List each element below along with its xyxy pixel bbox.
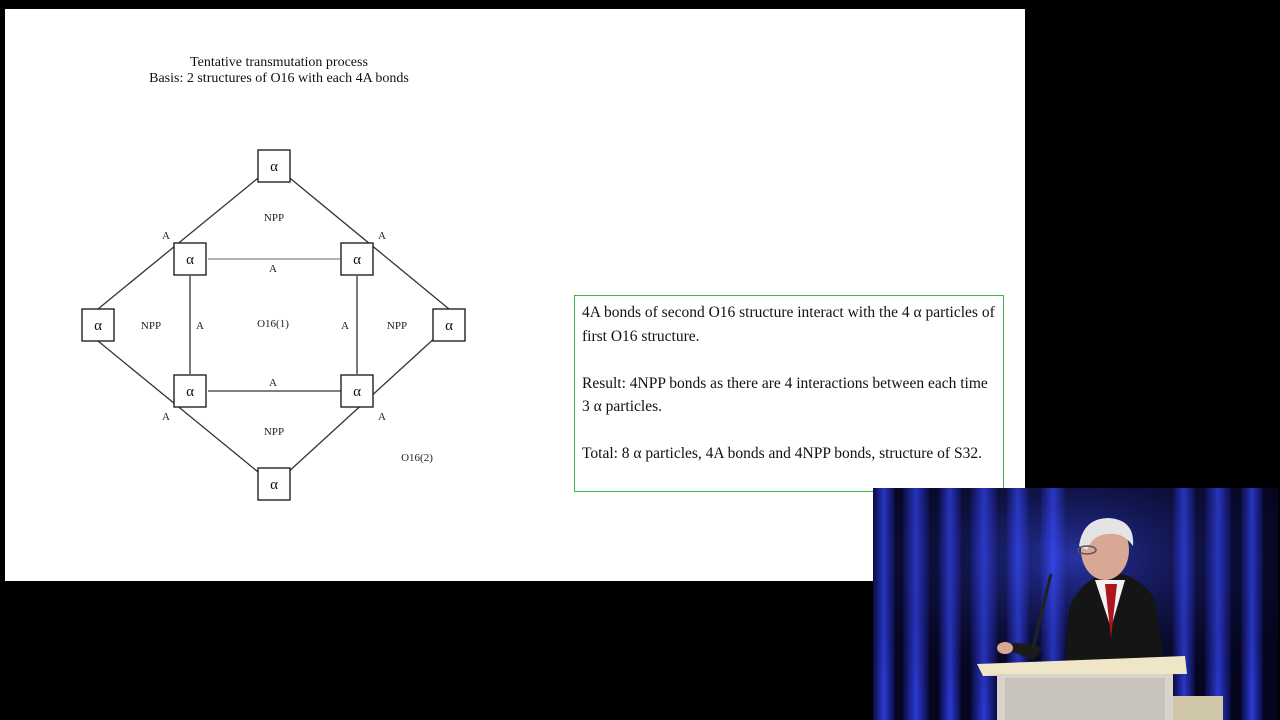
bond-line <box>274 165 449 309</box>
explanation-textbox <box>574 295 1004 492</box>
npp-label-bottom: NPP <box>263 426 285 438</box>
alpha-symbol: α <box>445 318 453 334</box>
a-label-top-right: A <box>378 230 386 242</box>
a-label-top-left: A <box>162 230 170 242</box>
alpha-symbol: α <box>186 252 194 268</box>
bond-line <box>98 341 274 485</box>
npp-label-right: NPP <box>386 320 408 332</box>
alpha-symbol: α <box>353 384 361 400</box>
a-label-inner-right: A <box>341 320 349 332</box>
center-structure-label: O16(1) <box>257 318 289 330</box>
bond-line <box>98 165 274 309</box>
outer-structure-label: O16(2) <box>401 452 433 464</box>
a-label-bottom-right: A <box>378 411 386 423</box>
alpha-symbol: α <box>270 159 278 175</box>
explanation-paragraph-2: Result: 4NPP bonds as there are 4 interactions between each time 3 α particles. <box>582 374 988 415</box>
a-label-bottom-left: A <box>162 411 170 423</box>
alpha-symbol: α <box>94 318 102 334</box>
alpha-symbol: α <box>186 384 194 400</box>
explanation-paragraph-3: Total: 8 α particles, 4A bonds and 4NPP bonds, structure of S32. <box>582 445 982 462</box>
a-label-inner-bottom: A <box>269 377 277 389</box>
explanation-paragraph-1: 4A bonds of second O16 structure interact with the 4 α particles of first O16 structure. <box>582 304 995 345</box>
a-label-inner-top: A <box>269 263 277 275</box>
slide-title-line1: Tentative transmutation process <box>190 55 368 70</box>
alpha-symbol: α <box>353 252 361 268</box>
slide-subtitle-line2: Basis: 2 structures of O16 with each 4A bonds <box>149 71 409 86</box>
alpha-symbol: α <box>270 477 278 493</box>
speaker-video-inset <box>873 488 1278 720</box>
a-label-inner-left: A <box>196 320 204 332</box>
presentation-slide <box>5 9 1025 581</box>
npp-label-top: NPP <box>263 212 285 224</box>
npp-label-left: NPP <box>140 320 162 332</box>
